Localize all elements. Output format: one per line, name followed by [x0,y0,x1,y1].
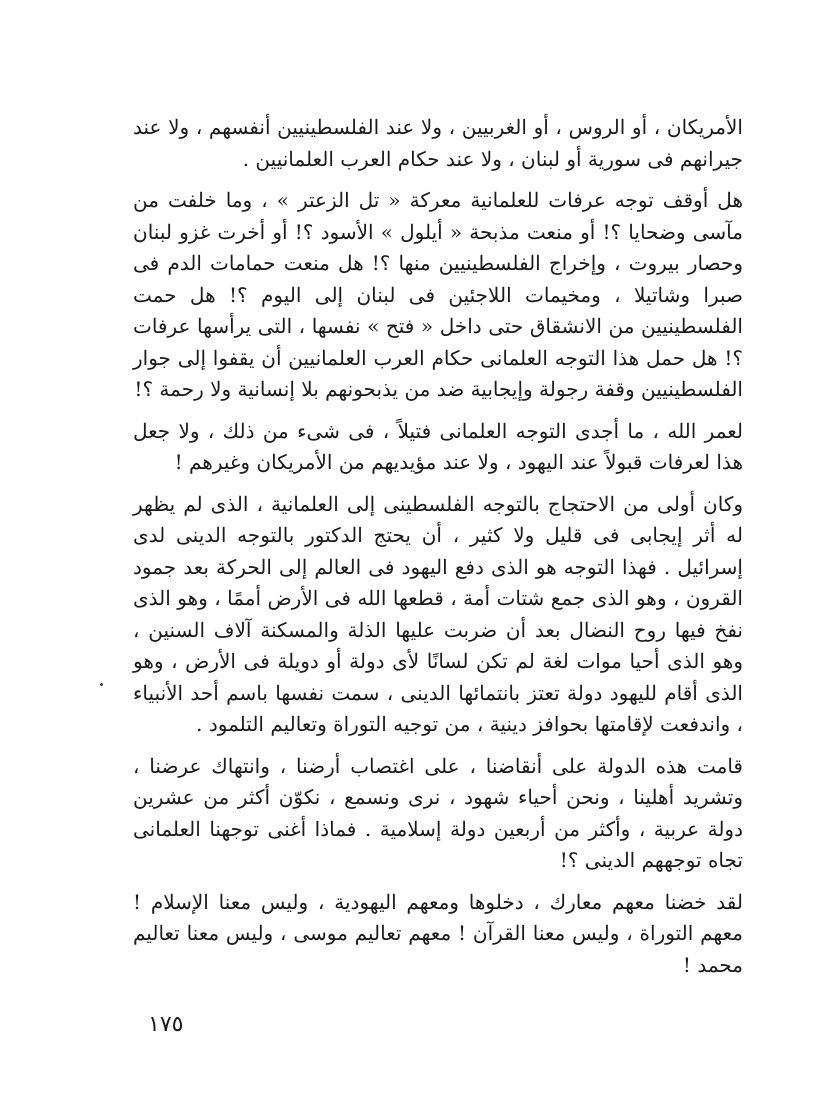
paragraph-2: هل أوقف توجه عرفات للعلمانية معركة « تل الزعتر » ، وما خلفت من مآسى وضحايا ؟! أو منعت مذبحة « أيلول » الأسود ؟! أو أخرت غزو لبنان وحصار بيروت ، وإخراج الفلسطينيين منها ؟! هل منعت حمامات الدم فى صبرا وشاتيلا ، ومخيمات اللاجئين فى لبنان إلى اليوم ؟! هل حمت الفلسطينيين من الانشقاق حتى داخل « فتح » نفسها ، التى يرأسها عرفات ؟! هل حمل هذا التوجه العلمانى حكام العرب العلمانيين أن يقفوا إلى جوار الفلسطينيين وقفة رجولة وإيجابية ضد من يذبحونهم بلا إنسانية ولا رحمة ؟! [133,188,744,401]
paragraph-6: لقد خضنا معهم معارك ، دخلوها ومعهم اليهودية ، وليس معنا الإسلام ! معهم التوراة ، وليس معنا القرآن ! معهم تعاليم موسى ، وليس معنا تعاليم محمد ! [133,889,743,977]
paragraph-4: وكان أولى من الاحتجاج بالتوجه الفلسطينى إلى العلمانية ، الذى لم يظهر له أثر إيجابى فى قليل ولا كثير ، أن يحتج الدكتور بالتوجه الدينى لدى إسرائيل . فهذا التوجه هو الذى دفع اليهود فى العالم إلى الحركة بعد جمود القرون ، وهو الذى جمع شتات أمة ، قطعها الله فى الأرض أممًا ، وهو الذى نفخ فيها روح النضال بعد أن ضربت عليها الذلة والمسكنة آلاف السنين ، وهو الذى أحيا موات لغة لم تكن لسانًا لأى دولة أو دويلة فى الأرض ، وهو الذى أقام لليهود دولة تعتز بانتمائها الدينى ، سمت نفسها باسم أحد الأنبياء ، واندفعت لإقامتها بحوافز دينية ، من توجيه التوراة وتعاليم التلمود . [133,491,743,736]
page-number: ١٧٥ [148,1012,184,1037]
paragraph-5: قامت هذه الدولة على أنقاضنا ، على اغتصاب أرضنا ، وانتهاك عرضنا ، وتشريد أهلينا ، ونحن أحياء شهود ، نرى ونسمع ، نكوّن أكثر من عشرين دولة عربية ، وأكثر من أربعين دولة إسلامية . فماذا أغنى توجهنا العلمانى تجاه توجههم الدينى ؟! [133,753,743,872]
body-text [133,112,743,991]
paragraph-1: الأمريكان ، أو الروس ، أو الغربيين ، ولا عند الفلسطينيين أنفسهم ، ولا عند جيرانهم فى سورية أو لبنان ، ولا عند حكام العرب العلمانيين . [133,115,743,171]
margin-speck [100,683,103,686]
paragraph-3: لعمر الله ، ما أجدى التوجه العلمانى فتيلاً ، فى شىء من ذلك ، ولا جعل هذا لعرفات قبولاً عند اليهود ، ولا عند مؤيديهم من الأمريكان وغيرهم ! [133,418,743,474]
